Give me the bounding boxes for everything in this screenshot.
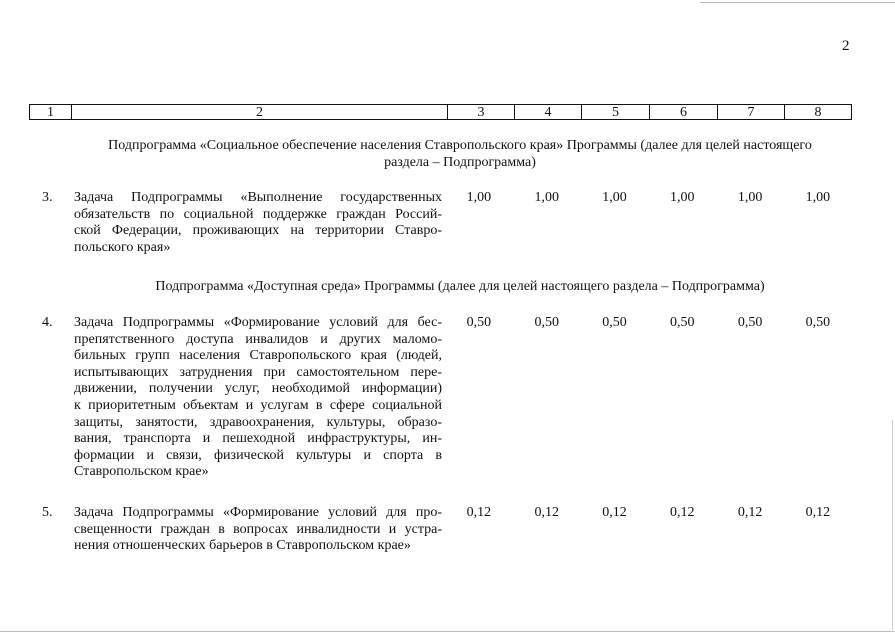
section-title-line: раздела – Подпрограмма) bbox=[384, 155, 536, 170]
scan-artifact-line bbox=[0, 631, 895, 632]
task-text-line: Задача Подпрограммы «Выполнение государственных bbox=[74, 190, 442, 205]
task-text-line: Ставропольском крае» bbox=[74, 464, 209, 480]
value-cell: 0,50 bbox=[602, 315, 627, 330]
task-text-line: движении, получении услуг, необходимой информации) bbox=[74, 381, 442, 397]
table-header-cell: 2 bbox=[72, 105, 448, 119]
value-cell: 1,00 bbox=[737, 190, 763, 205]
table-header-cell: 5 bbox=[582, 105, 650, 119]
value-cell: 1,00 bbox=[670, 190, 695, 205]
task-text-line: польского края» bbox=[74, 239, 171, 255]
value-cell: 1,00 bbox=[602, 190, 627, 205]
row-number: 5. bbox=[42, 505, 53, 520]
task-text-line: обязательств по социальной поддержке граждан Россий- bbox=[74, 206, 442, 222]
task-text-line: испытывающих затруднения при самостоятельном пере- bbox=[74, 364, 442, 380]
value-cell: 0,12 bbox=[466, 505, 492, 520]
value-cell: 0,12 bbox=[534, 505, 559, 520]
value-cell: 1,00 bbox=[805, 190, 831, 205]
task-text-line: препятственного доступа инвалидов и других маломо- bbox=[74, 331, 442, 347]
task-text-line: формации и связи, физической культуры и спорта в bbox=[74, 447, 442, 463]
section-title-line: Подпрограмма «Социальное обеспечение населения Ставропольского края» Программы (далее для целей настоящего bbox=[108, 138, 812, 153]
value-cell: 0,50 bbox=[805, 315, 831, 330]
section-title-accessible bbox=[40, 278, 880, 295]
value-cell: 0,50 bbox=[737, 315, 763, 330]
row-number: 4. bbox=[42, 315, 53, 330]
table-header-cell: 4 bbox=[515, 105, 582, 119]
value-cell: 0,12 bbox=[737, 505, 763, 520]
row-number: 3. bbox=[42, 190, 53, 205]
task-description bbox=[74, 505, 442, 555]
section-title-line: Подпрограмма «Доступная среда» Программы (далее для целей настоящего раздела – Подпрограмма) bbox=[155, 279, 765, 294]
page-number: 2 bbox=[842, 38, 850, 54]
value-row bbox=[445, 190, 852, 206]
value-cell: 1,00 bbox=[466, 190, 492, 205]
value-row bbox=[445, 505, 852, 521]
task-text-line: бильных групп населения Ставропольского края (людей, bbox=[74, 348, 442, 364]
scan-artifact-line bbox=[700, 2, 895, 3]
task-text-line: вания, транспорта и пешеходной инфраструктуры, ин- bbox=[74, 431, 442, 447]
task-text-line: нения отношенческих барьеров в Ставропольском крае» bbox=[74, 538, 411, 554]
task-description bbox=[74, 315, 442, 481]
table-header-cell: 3 bbox=[448, 105, 515, 119]
table-header-cell: 8 bbox=[814, 105, 822, 120]
table-header-cell: 7 bbox=[718, 105, 785, 119]
value-cell: 1,00 bbox=[534, 190, 559, 205]
value-cell: 0,50 bbox=[534, 315, 559, 330]
task-text-line: защиты, занятости, здравоохранения, культуры, образо- bbox=[74, 414, 442, 430]
task-text-line: свещенности граждан в вопросах инвалидности и устра- bbox=[74, 521, 442, 537]
value-cell: 0,50 bbox=[670, 315, 695, 330]
section-title-social bbox=[40, 137, 880, 171]
scan-artifact-edge bbox=[892, 420, 893, 630]
task-description bbox=[74, 190, 442, 256]
value-cell: 0,12 bbox=[602, 505, 627, 520]
table-header-cell: 1 bbox=[30, 105, 72, 119]
value-cell: 0,50 bbox=[466, 315, 492, 330]
task-text-line: к приоритетным объектам и услугам в сфере социальной bbox=[74, 397, 442, 413]
table-header-cell: 6 bbox=[650, 105, 718, 119]
task-text-line: Задача Подпрограммы «Формирование условий для про- bbox=[74, 505, 442, 520]
value-cell: 0,12 bbox=[670, 505, 695, 520]
value-row bbox=[445, 315, 852, 331]
table-header-row bbox=[29, 104, 852, 120]
task-text-line: Задача Подпрограммы «Формирование условий для бес- bbox=[74, 315, 442, 330]
value-cell: 0,12 bbox=[805, 505, 831, 520]
task-text-line: ской Федерации, проживающих на территории Ставро- bbox=[74, 223, 442, 239]
